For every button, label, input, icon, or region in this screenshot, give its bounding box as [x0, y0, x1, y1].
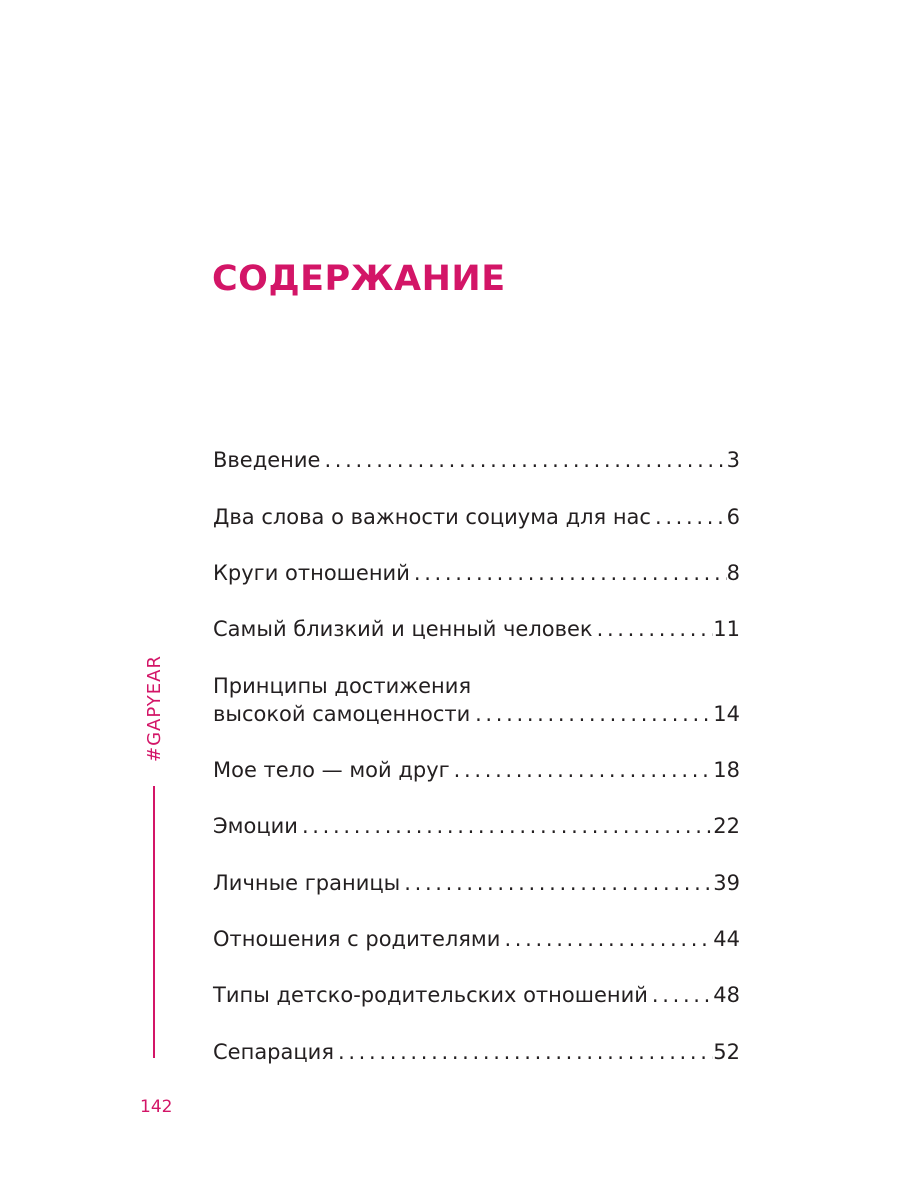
toc-entry-label: Мое тело — мой друг: [213, 758, 450, 782]
toc-entry-label: Два слова о важности социума для нас: [213, 505, 651, 529]
dot-leader: [334, 1038, 713, 1066]
toc-entry-page: 3: [726, 448, 740, 472]
toc-entry-label: Принципы достижения высокой самоценности: [213, 674, 472, 726]
toc-entry-label: Типы детско-родительских отношений: [213, 983, 648, 1007]
toc-entry: [213, 672, 740, 728]
toc-entry: [213, 981, 740, 1009]
dot-leader: [400, 869, 713, 897]
page-title: СОДЕРЖАНИЕ: [212, 259, 506, 299]
toc-entry: [213, 615, 740, 643]
side-tag-text: #GAPYEAR: [144, 655, 165, 762]
toc-entry-page: 18: [713, 758, 740, 782]
toc-entry-label: Круги отношений: [213, 561, 410, 585]
dot-leader: [648, 981, 713, 1009]
toc-entry-page: 48: [713, 983, 740, 1007]
dot-leader: [320, 446, 726, 474]
dot-leader: [593, 615, 714, 643]
toc-entry-label: Сепарация: [213, 1040, 334, 1064]
toc-entry: [213, 925, 740, 953]
toc-entry: [213, 756, 740, 784]
toc-entry-page: 52: [713, 1040, 740, 1064]
side-rule: [153, 786, 155, 1058]
dot-leader: [410, 559, 727, 587]
toc-entry-page: 6: [726, 505, 740, 529]
toc-entry-page: 11: [713, 617, 740, 641]
toc-entry: [213, 869, 740, 897]
toc-entry-page: 39: [713, 871, 740, 895]
toc-entry-label: Эмоции: [213, 814, 298, 838]
dot-leader: [500, 925, 713, 953]
toc-entry: [213, 812, 740, 840]
side-tag: [144, 650, 166, 762]
page-number: 142: [140, 1097, 173, 1117]
toc-entry-label: Самый близкий и ценный человек: [213, 617, 593, 641]
toc-entry-page: 44: [713, 927, 740, 951]
toc-entry: [213, 1038, 740, 1066]
dot-leader: [471, 700, 713, 728]
dot-leader: [450, 756, 714, 784]
toc-entry-label: Введение: [213, 448, 321, 472]
toc-entry-page: 14: [713, 702, 740, 726]
toc-entry-label: Личные границы: [213, 871, 401, 895]
dot-leader: [298, 812, 713, 840]
toc-entry: [213, 503, 740, 531]
toc-entry: [213, 559, 740, 587]
dot-leader: [651, 503, 727, 531]
toc-entry-page: 8: [726, 561, 740, 585]
toc-entry-label: Отношения с родителями: [213, 927, 501, 951]
toc-entry: [213, 446, 740, 474]
toc-entry-page: 22: [713, 814, 740, 838]
